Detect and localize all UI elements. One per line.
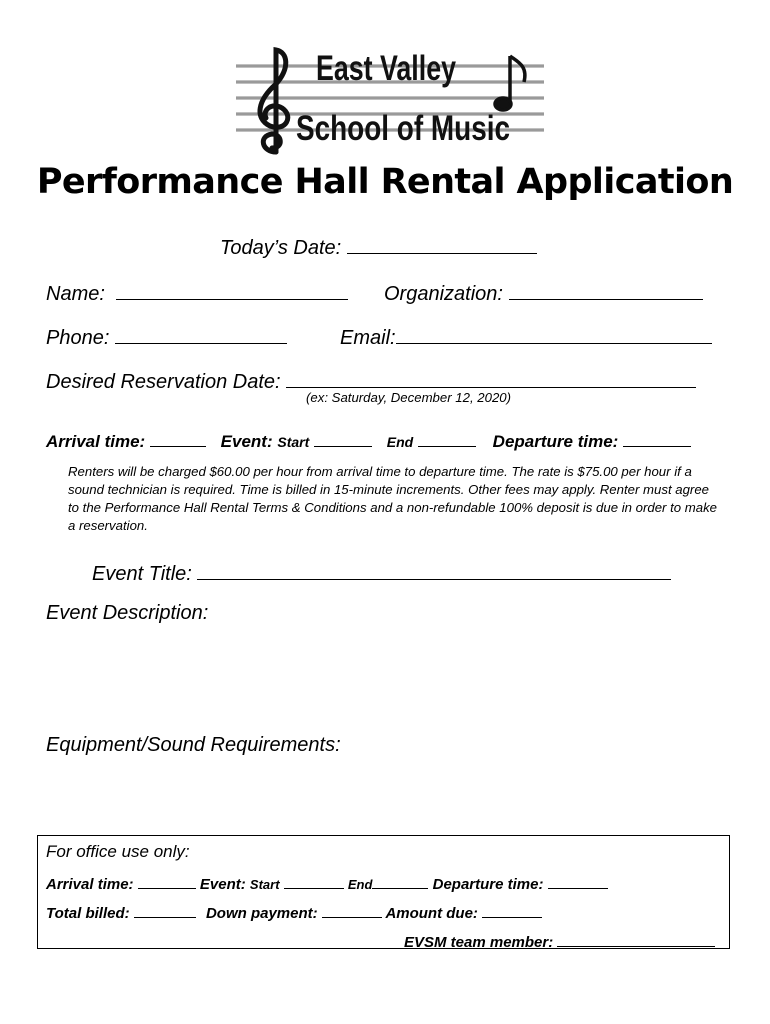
arrival-time-label: Arrival time: — [46, 431, 146, 451]
arrival-time-field[interactable] — [150, 428, 206, 447]
office-arrival-field[interactable] — [138, 872, 196, 889]
event-label: Event: — [220, 431, 273, 451]
email-row — [340, 322, 712, 350]
office-heading: For office use only: — [46, 842, 190, 861]
event-start-field[interactable] — [314, 428, 372, 447]
equipment-area[interactable] — [46, 764, 726, 826]
event-description-area[interactable] — [46, 632, 726, 724]
event-title-row — [92, 558, 671, 586]
school-logo — [232, 44, 550, 156]
todays-date-row — [220, 232, 537, 260]
phone-field[interactable] — [115, 322, 287, 344]
logo-line-1: East Valley — [316, 49, 457, 88]
name-field[interactable] — [116, 278, 348, 300]
phone-row — [46, 322, 287, 350]
total-billed-label: Total billed: — [46, 904, 130, 922]
event-title-field[interactable] — [197, 558, 671, 580]
team-member-field[interactable] — [557, 930, 715, 947]
logo-line-2: School of Music — [296, 109, 510, 148]
departure-time-label: Departure time: — [492, 431, 619, 451]
event-description-label: Event Description: — [46, 602, 209, 624]
music-staff-graphic — [232, 44, 550, 156]
event-title-label: Event Title: — [92, 563, 192, 585]
equipment-label: Equipment/Sound Requirements: — [46, 734, 341, 756]
reservation-date-field[interactable] — [286, 366, 696, 388]
office-billing-row — [46, 901, 542, 922]
office-start-label: Start — [249, 876, 280, 892]
todays-date-label: Today’s Date: — [220, 237, 342, 259]
phone-label: Phone: — [46, 327, 110, 349]
down-payment-field[interactable] — [322, 901, 382, 918]
office-event-label: Event: — [199, 875, 246, 893]
event-start-label: Start — [277, 433, 310, 450]
reservation-date-example: (ex: Saturday, December 12, 2020) — [306, 390, 511, 405]
organization-label: Organization: — [384, 283, 503, 305]
times-row — [46, 428, 691, 452]
office-departure-field[interactable] — [548, 872, 608, 889]
office-use-box — [37, 835, 730, 949]
down-payment-label: Down payment: — [205, 904, 318, 922]
amount-due-field[interactable] — [482, 901, 542, 918]
office-arrival-label: Arrival time: — [46, 875, 134, 893]
amount-due-label: Amount due: — [385, 904, 478, 922]
team-member-label: EVSM team member: — [404, 933, 554, 951]
email-label: Email: — [340, 327, 396, 349]
office-end-field[interactable] — [372, 872, 428, 889]
name-label: Name: — [46, 283, 105, 305]
event-end-field[interactable] — [418, 428, 476, 447]
email-field[interactable] — [396, 322, 712, 344]
office-departure-label: Departure time: — [432, 875, 544, 893]
office-end-label: End — [347, 876, 373, 892]
name-row — [46, 278, 348, 306]
total-billed-field[interactable] — [134, 901, 196, 918]
reservation-date-label: Desired Reservation Date: — [46, 371, 281, 393]
office-start-field[interactable] — [284, 872, 344, 889]
todays-date-field[interactable] — [347, 232, 537, 254]
rental-terms-notice: Renters will be charged $60.00 per hour from arrival time to departure time. The rate is $75.00 per hour if a sound technician is required. Time is billed in 15-minute increments. Other fees may apply. Renter must agree to the Performance Hall Rental Terms & Conditions and a non-refundable 100% deposit is due in order to make a reservation. — [68, 464, 718, 533]
departure-time-field[interactable] — [623, 428, 691, 447]
organization-field[interactable] — [509, 278, 703, 300]
page-title: Performance Hall Rental Application — [36, 162, 734, 202]
organization-row — [384, 278, 703, 306]
office-times-row — [46, 872, 608, 893]
team-member-row — [404, 930, 715, 951]
event-end-label: End — [386, 433, 414, 450]
